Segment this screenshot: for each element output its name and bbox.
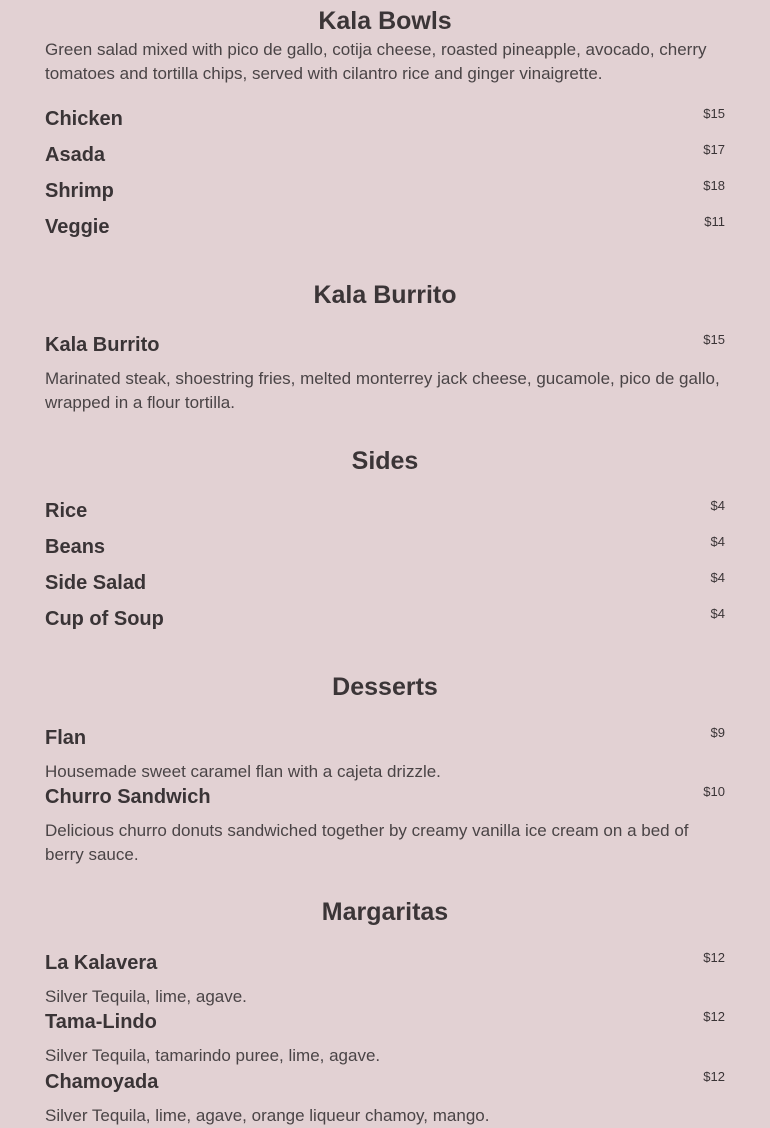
item-price: $12 <box>703 950 725 965</box>
menu-item <box>45 209 725 245</box>
item-price: $4 <box>710 606 725 621</box>
item-price: $15 <box>703 106 725 121</box>
menu-item <box>45 1004 725 1040</box>
item-name: Chamoyada <box>45 1071 159 1093</box>
item-name: Chicken <box>45 108 123 130</box>
menu-item <box>45 101 725 137</box>
item-name: Churro Sandwich <box>45 786 211 808</box>
item-name: Beans <box>45 536 106 558</box>
menu-item <box>45 529 725 565</box>
section-description: Green salad mixed with pico de gallo, cotija cheese, roasted pineapple, avocado, cherry tomatoes and tortilla chips, served with cilantro rice and ginger vinaigrette. <box>45 40 707 83</box>
item-name: Kala Burrito <box>45 334 160 356</box>
item-description: Silver Tequila, lime, agave. <box>45 987 247 1006</box>
item-name: Side Salad <box>45 572 147 594</box>
item-name: Tama-Lindo <box>45 1011 157 1033</box>
menu-item <box>45 493 725 529</box>
item-description: Housemade sweet caramel flan with a cajeta drizzle. <box>45 762 441 781</box>
item-description: Delicious churro donuts sandwiched together by creamy vanilla ice cream on a bed of berry sauce. <box>45 821 689 864</box>
section-title: Kala Bowls <box>318 7 452 35</box>
section-title: Margaritas <box>321 898 449 926</box>
item-price: $17 <box>703 142 725 157</box>
item-name: Asada <box>45 144 106 166</box>
item-list <box>45 493 725 637</box>
menu-item <box>45 945 725 981</box>
item-description: Silver Tequila, lime, agave, orange liqueur chamoy, mango. <box>45 1106 490 1125</box>
menu-item <box>45 565 725 601</box>
menu-item <box>45 173 725 209</box>
item-price: $15 <box>703 332 725 347</box>
item-name: Rice <box>45 500 88 522</box>
item-price: $10 <box>703 784 725 799</box>
item-name: La Kalavera <box>45 952 158 974</box>
item-price: $11 <box>704 214 725 229</box>
menu-item <box>45 779 725 815</box>
item-price: $18 <box>703 178 725 193</box>
item-name: Shrimp <box>45 180 114 202</box>
menu-item <box>45 720 725 756</box>
section-title: Desserts <box>332 673 438 701</box>
menu-item <box>45 601 725 637</box>
item-name: Veggie <box>45 216 110 238</box>
item-description: Silver Tequila, tamarindo puree, lime, agave. <box>45 1046 381 1065</box>
menu-item <box>45 1064 725 1100</box>
menu-item <box>45 327 725 363</box>
item-price: $12 <box>703 1069 725 1084</box>
menu-item <box>45 137 725 173</box>
item-price: $9 <box>710 725 725 740</box>
item-name: Flan <box>45 727 87 749</box>
item-price: $4 <box>710 498 725 513</box>
item-price: $4 <box>710 534 725 549</box>
item-description: Marinated steak, shoestring fries, melted monterrey jack cheese, gucamole, pico de gallo, wrapped in a flour tortilla. <box>45 369 720 412</box>
item-price: $12 <box>703 1009 725 1024</box>
item-list <box>45 101 725 245</box>
section-title: Sides <box>351 447 419 475</box>
section-title: Kala Burrito <box>313 281 457 309</box>
item-price: $4 <box>710 570 725 585</box>
item-name: Cup of Soup <box>45 608 164 630</box>
